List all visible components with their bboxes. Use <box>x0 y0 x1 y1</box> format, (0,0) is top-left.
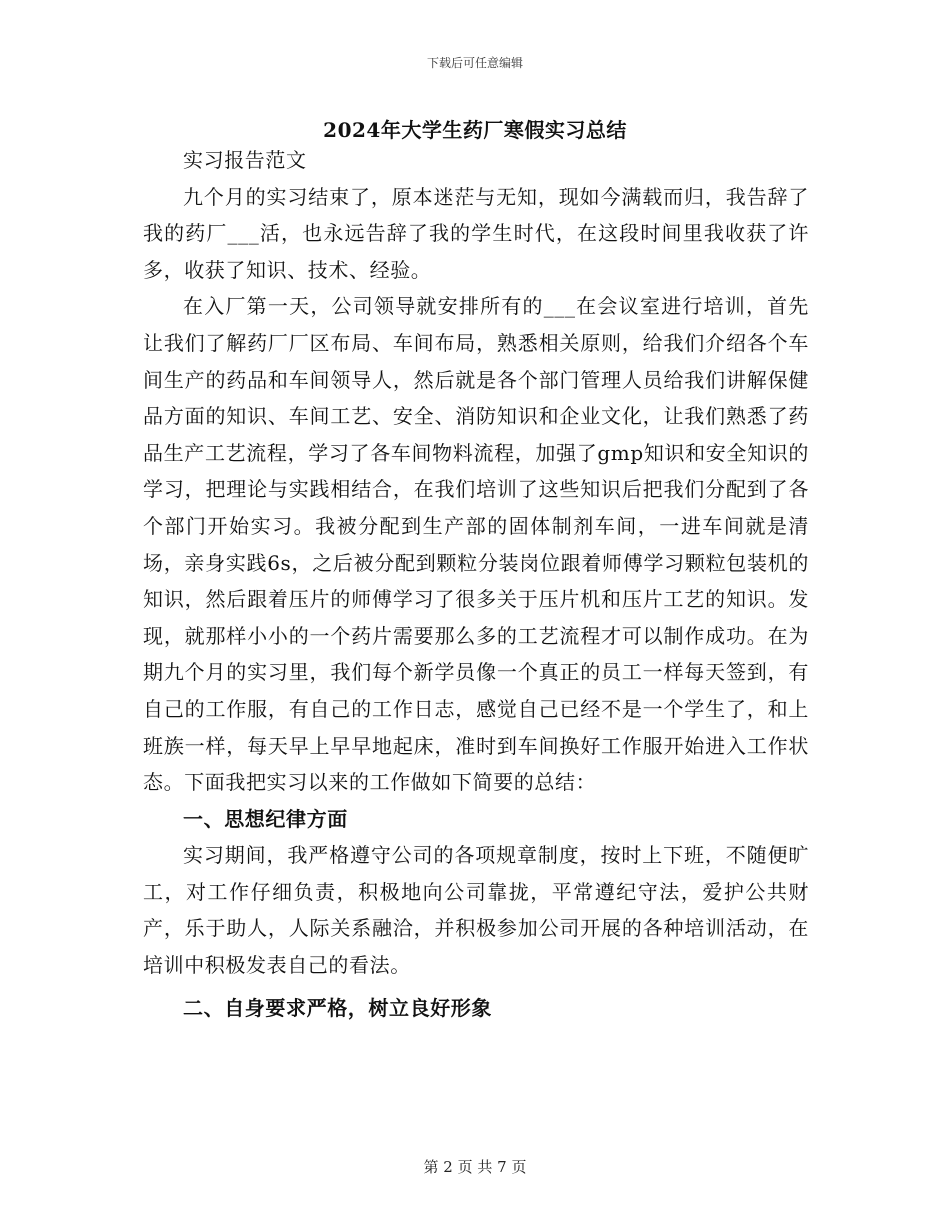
section-1-paragraph: 实习期间，我严格遵守公司的各项规章制度，按时上下班，不随便旷工，对工作仔细负责，积极地向公司靠拢，平常遵纪守法，爱护公共财产，乐于助人，人际关系融洽，并积极参加公司开展的各种培训活动，在培训中积极发表自己的看法。 <box>143 843 809 978</box>
body-paragraph-1: 九个月的实习结束了，原本迷茫与无知，现如今满载而归，我告辞了我的药厂___活，也永远告辞了我的学生时代，在这段时间里我收获了许多，收获了知识、技术、经验。 <box>143 184 809 282</box>
page-number: 第 2 页 共 7 页 <box>423 1158 527 1176</box>
document-body <box>143 142 809 1026</box>
body-paragraph-2: 在入厂第一天，公司领导就安排所有的___在会议室进行培训，首先让我们了解药厂厂区布局、车间布局，熟悉相关原则，给我们介绍各个车间生产的药品和车间领导人，然后就是各个部门管理人员给我们讲解保健品方面的知识、车间工艺、安全、消防知识和企业文化，让我们熟悉了药品生产工艺流程，学习了各车间物料流程，加强了gmp知识和安全知识的学习，把理论与实践相结合，在我们培训了这些知识后把我们分配到了各个部门开始实习。我被分配到生产部的固体制剂车间，一进车间就是清场，亲身实践6s，之后被分配到颗粒分装岗位跟着师傅学习颗粒包装机的知识，然后跟着压片的师傅学习了很多关于压片机和压片工艺的知识。发现，就那样小小的一个药片需要那么多的工艺流程才可以制作成功。在为期九个月的实习里，我们每个新学员像一个真正的员工一样每天签到，有自己的工作服，有自己的工作日志，感觉自己已经不是一个学生了，和上班族一样，每天早上早早地起床，准时到车间换好工作服开始进入工作状态。下面我把实习以来的工作做如下简要的总结： <box>143 294 809 795</box>
section-heading-1: 一、思想纪律方面 <box>183 806 348 831</box>
header-note: 下载后可任意编辑 <box>426 56 523 70</box>
section-heading-2: 二、自身要求严格，树立良好形象 <box>183 995 492 1020</box>
subtitle-paragraph: 实习报告范文 <box>183 148 307 172</box>
document-title: 2024年大学生药厂寒假实习总结 <box>323 118 627 142</box>
